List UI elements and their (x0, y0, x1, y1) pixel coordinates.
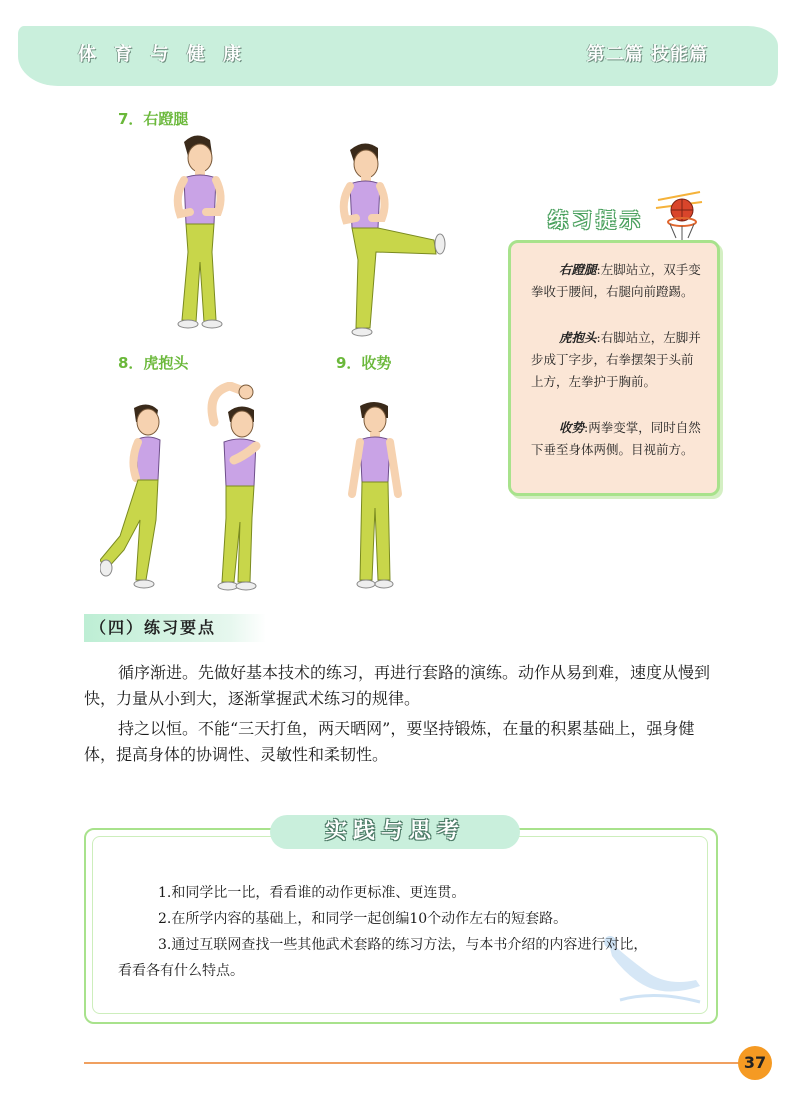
tips-item-name: 虎抱头 (559, 330, 597, 345)
practice-item: 1.和同学比一比，看看谁的动作更标准、更连贯。 (158, 885, 466, 901)
practice-item: 2.在所学内容的基础上，和同学一起创编10个动作左右的短套路。 (158, 911, 568, 927)
tips-item-name: 收势 (559, 420, 585, 435)
tips-title: 练习提示 (548, 208, 644, 232)
footer-rule (84, 1062, 744, 1064)
page-number: 37 (738, 1046, 772, 1080)
tips-box (508, 240, 720, 496)
step-8-label: 8．虎抱头 (118, 354, 189, 372)
body-paragraph: 持之以恒。不能“三天打鱼，两天晒网”，要坚持锻炼，在量的积累基础上，强身健体，提高身体的协调性、灵敏性和柔韧性。 (84, 719, 695, 764)
practice-title: 实践与思考 (270, 815, 520, 849)
practice-item: 3.通过互联网查找一些其他武术套路的练习方法，与本书介绍的内容进行对比，看看各有什么特点。 (118, 937, 648, 979)
tips-item-right-kick (531, 259, 703, 303)
tips-item-text: :两拳变掌，同时自然下垂至身体两侧。目视前方。 (531, 420, 701, 457)
step-8-tiger-pose-illustration (200, 382, 280, 592)
header-book-title: 体 育 与 健 康 (78, 44, 248, 65)
section-heading: （四）练习要点 (84, 614, 266, 642)
step-7-label: 7．右蹬腿 (118, 110, 189, 128)
tips-item-text: :右脚站立，左脚并步成丁字步，右拳摆架于头前上方，左拳护于胸前。 (531, 330, 701, 389)
step-9-label: 9．收势 (336, 354, 392, 372)
tips-item-name: 右蹬腿 (559, 262, 597, 277)
step-9-closing-illustration (340, 398, 410, 590)
header-chapter-title: 第二篇 技能篇 (586, 44, 708, 65)
tips-item-closing (531, 417, 703, 461)
step-8-step-illustration (100, 400, 170, 590)
tips-item-tiger-head (531, 327, 703, 393)
tips-item-text: :左脚站立，双手变拳收于腰间，右腿向前蹬踢。 (531, 262, 701, 299)
basketball-hoop-icon (652, 190, 710, 242)
body-paragraph: 循序渐进。先做好基本技术的练习，再进行套路的演练。动作从易到难，速度从慢到快，力量从小到大，逐渐掌握武术练习的规律。 (84, 663, 711, 708)
step-7-ready-illustration (160, 132, 240, 332)
step-7-kick-illustration (330, 140, 450, 340)
